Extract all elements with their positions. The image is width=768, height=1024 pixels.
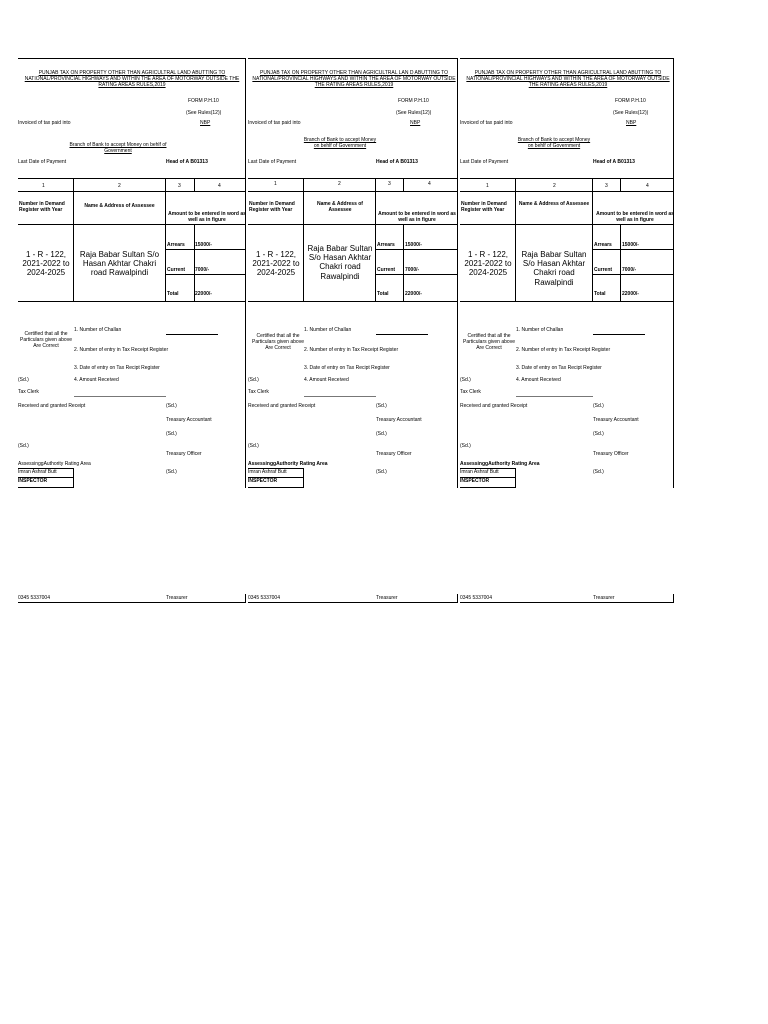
tax-clerk: Tax Clerk: [248, 389, 269, 395]
officer-name: Imran Ashraf Butt: [248, 469, 287, 475]
name-box-right: [73, 468, 74, 488]
treasurer-label: Treasurer: [376, 595, 398, 601]
form-number: FORM P.H.10: [188, 98, 219, 104]
treasury-officer: Treasury Officer: [376, 451, 412, 457]
current-value: 7000/-: [622, 267, 637, 273]
assessee-name-address: Raja Babar Sultan S/o Hasan Akhtar Chakri road Rawalpindi: [307, 244, 373, 281]
inspector-label: INSPECTOR: [248, 478, 278, 484]
number-of-challan: 1. Number of Challan: [74, 327, 122, 333]
see-rules: (See Rules(12)): [613, 110, 649, 116]
name-box-mid: [18, 477, 73, 478]
col-divider-3b: [620, 224, 621, 301]
top-border: [248, 58, 458, 59]
data-bottom-line: [18, 301, 246, 302]
header-line: [248, 224, 458, 225]
header-amount: Amount to be entered in word as well as in figure: [596, 211, 674, 223]
entry-number: 2. Number of entry in Tax Receipt Register: [516, 347, 611, 353]
footer-copy-3: [460, 594, 674, 603]
challan-copy-1: [18, 58, 246, 488]
sd-officer: (Sd.): [376, 469, 387, 475]
treasurer-label: Treasurer: [166, 595, 188, 601]
tax-clerk: Tax Clerk: [18, 389, 39, 395]
footer-divider: [245, 594, 246, 603]
col-number-4: 4: [218, 183, 221, 189]
col-divider-2: [375, 178, 376, 301]
col-divider-3: [194, 178, 195, 191]
col-number-4: 4: [428, 181, 431, 187]
current-value: 7000/-: [405, 267, 420, 273]
table-top-line: [248, 178, 458, 179]
nbp-label: NBP: [626, 120, 637, 126]
last-date-label: Last Date of Payment: [248, 159, 297, 165]
sd-received: (Sd.): [593, 403, 604, 409]
footer-divider: [457, 594, 458, 603]
col-divider-3: [403, 178, 404, 191]
col-divider-3b: [403, 224, 404, 301]
name-box-top: [460, 468, 515, 469]
footer-line: [18, 602, 246, 603]
col-divider-2: [165, 178, 166, 301]
col-divider-2: [592, 178, 593, 301]
colnum-line: [460, 191, 674, 192]
data-bottom-line: [248, 301, 458, 302]
col-number-2: 2: [553, 183, 556, 189]
inspector-label: INSPECTOR: [18, 478, 48, 484]
total-label: Total: [594, 291, 606, 297]
footer-divider: [673, 594, 674, 603]
certified-text: Certified that all the Particulars given above Are Correct: [463, 333, 515, 351]
col-number-2: 2: [338, 181, 341, 187]
certified-text: Certified that all the Particulars given above Are Correct: [20, 331, 72, 349]
invoiced-label: Invoiced of tax paid into: [18, 120, 71, 126]
received-granted: Received and granted Receipt: [248, 403, 316, 409]
arrears-value: 15000/-: [405, 242, 422, 248]
name-box-right: [515, 468, 516, 488]
treasury-accountant: Treasury Accountant: [376, 417, 422, 423]
sd-accountant: (Sd.): [166, 431, 177, 437]
sd-officer: (Sd.): [593, 469, 604, 475]
footer-line: [248, 602, 458, 603]
header-assessee: Name & Address of Assessee: [518, 201, 590, 207]
demand-register-number: 1 - R - 122, 2021-2022 to 2024-2025: [252, 250, 300, 278]
current-label: Current: [167, 267, 186, 273]
name-box-bottom: [18, 487, 73, 488]
arrears-label: Arrears: [377, 242, 395, 248]
arrears-value: 15000/-: [622, 242, 639, 248]
sd-assessing: (Sd.): [460, 443, 471, 449]
form-number: FORM P.H.10: [615, 98, 646, 104]
form-title: PUNJAB TAX ON PROPERTY OTHER THAN AGRICULTRAL LAN D ABUTTING TO NATIONAL/PROVINCIAL HIGHWAYS AND WITHIN THE AREA OF MOTORWAY OUTSIDE THE RATING AREAS RULES,2019: [252, 70, 456, 88]
footer-line: [460, 602, 674, 603]
header-assessee: Name & Address of Assessee: [317, 201, 363, 213]
nbp-label: NBP: [410, 120, 421, 126]
current-label: Current: [594, 267, 613, 273]
amount-received: 4. Amount Received: [74, 377, 119, 383]
col-number-3: 3: [388, 181, 391, 187]
certified-text: Certified that all the Particulars given above Are Correct: [252, 333, 304, 351]
form-title: PUNJAB TAX ON PROPERTY OTHER THAN AGRICULTRAL LAND ABUTTING TO NATIONAL/PROVINCIAL HIGHWAYS AND WITHIN THE AREA OF MOTORWAY OUTSIDE THE RATING AREAS RULES,2019: [466, 70, 670, 88]
arrears-label: Arrears: [167, 242, 185, 248]
head-label: Head of A B01313: [376, 159, 418, 165]
total-label: Total: [167, 291, 179, 297]
clerk-line: [516, 396, 593, 397]
total-value: 22000/-: [195, 291, 212, 297]
sd-accountant: (Sd.): [593, 431, 604, 437]
header-demand-register: Number in Demand Register with Year: [461, 201, 507, 213]
form-number: FORM P.H.10: [398, 98, 429, 104]
amount-received: 4. Amount Received: [516, 377, 561, 383]
header-amount: Amount to be entered in word as well as in figure: [168, 211, 246, 223]
treasury-officer: Treasury Officer: [593, 451, 629, 457]
form-title: PUNJAB TAX ON PROPERTY OTHER THAN AGRICULTRAL LAND ABUTTING TO NATIONAL/PROVINCIAL HIGHWAYS AND WITHIN THE AREA OF MOTORWAY OUTSIDE THE RATING AREAS RULES,2019: [24, 70, 240, 88]
clerk-line: [304, 396, 376, 397]
sd-clerk: (Sd.): [18, 377, 29, 383]
sd-officer: (Sd.): [166, 469, 177, 475]
challan-copy-3: [460, 58, 674, 488]
see-rules: (See Rules(12)): [396, 110, 432, 116]
assessee-name-address: Raja Babar Sultan S/o Hasan Akhtar Chakri road Rawalpindi: [79, 250, 160, 278]
col-number-4: 4: [646, 183, 649, 189]
challan-line: [166, 334, 218, 335]
invoiced-label: Invoiced of tax paid into: [248, 120, 301, 126]
demand-register-number: 1 - R - 122, 2021-2022 to 2024-2025: [22, 250, 70, 278]
phone-number: 0345 5337004: [18, 595, 50, 601]
sd-accountant: (Sd.): [376, 431, 387, 437]
officer-name: Imran Ashraf Butt: [18, 469, 57, 475]
treasury-accountant: Treasury Accountant: [593, 417, 639, 423]
footer-copy-2: [248, 594, 458, 603]
total-label: Total: [377, 291, 389, 297]
col-number-1: 1: [486, 183, 489, 189]
arrears-value: 15000/-: [195, 242, 212, 248]
footer-copy-1: [18, 594, 246, 603]
phone-number: 0345 5337004: [460, 595, 492, 601]
col-number-3: 3: [605, 183, 608, 189]
clerk-line: [74, 396, 166, 397]
header-demand-register: Number in Demand Register with Year: [249, 201, 295, 213]
last-date-label: Last Date of Payment: [18, 159, 67, 165]
top-border: [460, 58, 674, 59]
sd-assessing: (Sd.): [248, 443, 259, 449]
col-number-3: 3: [178, 183, 181, 189]
assessee-name-address: Raja Babar Sultan S/o Hasan Akhtar Chakri road Rawalpindi: [521, 250, 587, 287]
officer-name: Imran Ashraf Butt: [460, 469, 499, 475]
arrears-label: Arrears: [594, 242, 612, 248]
assessing-authority: AssessinggAuthority Rating Area: [460, 461, 540, 467]
table-top-line: [18, 178, 246, 179]
assessing-authority: AssessinggAuthority Rating Area: [248, 461, 328, 467]
col-divider-3: [620, 178, 621, 191]
current-line: [375, 274, 458, 275]
name-box-right: [303, 468, 304, 488]
challan-copy-2: [248, 58, 458, 488]
invoiced-label: Invoiced of tax paid into: [460, 120, 513, 126]
col-number-2: 2: [118, 183, 121, 189]
amount-received: 4. Amount Received: [304, 377, 349, 383]
colnum-line: [248, 191, 458, 192]
branch-label: Branch of Bank to accept Money on behlf of Government: [303, 137, 377, 149]
entry-date: 3. Date of entry on Tax Recipt Register: [516, 365, 602, 371]
right-border: [673, 58, 674, 488]
treasurer-label: Treasurer: [593, 595, 615, 601]
challan-line: [376, 334, 428, 335]
current-value: 7000/-: [195, 267, 210, 273]
current-line: [592, 274, 674, 275]
right-border: [245, 58, 246, 488]
treasury-officer: Treasury Officer: [166, 451, 202, 457]
top-border: [18, 58, 246, 59]
arrears-line: [375, 249, 458, 250]
entry-date: 3. Date of entry on Tax Recipt Register: [74, 365, 160, 371]
name-box-mid: [460, 477, 515, 478]
name-box-top: [18, 468, 73, 469]
current-label: Current: [377, 267, 396, 273]
last-date-label: Last Date of Payment: [460, 159, 509, 165]
phone-number: 0345 5337004: [248, 595, 280, 601]
received-granted: Received and granted Receipt: [460, 403, 528, 409]
inspector-label: INSPECTOR: [460, 478, 490, 484]
col-divider-1: [303, 178, 304, 301]
assessing-authority: AssessinggAuthority Rating Area: [18, 461, 91, 467]
sd-assessing: (Sd.): [18, 443, 29, 449]
received-granted: Received and granted Receipt: [18, 403, 86, 409]
header-demand-register: Number in Demand Register with Year: [19, 201, 65, 213]
col-divider-1: [73, 178, 74, 301]
head-label: Head of A B01313: [593, 159, 635, 165]
colnum-line: [18, 191, 246, 192]
sd-received: (Sd.): [376, 403, 387, 409]
name-box-top: [248, 468, 303, 469]
nbp-label: NBP: [200, 120, 211, 126]
col-number-1: 1: [42, 183, 45, 189]
number-of-challan: 1. Number of Challan: [516, 327, 564, 333]
header-assessee: Name & Address of Assessee: [84, 203, 155, 209]
entry-number: 2. Number of entry in Tax Receipt Register: [74, 347, 169, 353]
name-box-bottom: [248, 487, 303, 488]
name-box-mid: [248, 477, 303, 478]
treasury-accountant: Treasury Accountant: [166, 417, 212, 423]
arrears-line: [592, 249, 674, 250]
sd-clerk: (Sd.): [460, 377, 471, 383]
arrears-line: [165, 249, 246, 250]
entry-number: 2. Number of entry in Tax Receipt Register: [304, 347, 399, 353]
header-line: [18, 224, 246, 225]
sd-clerk: (Sd.): [248, 377, 259, 383]
branch-label: Branch of Bank to accept Money on behlf of Government: [69, 142, 167, 154]
data-bottom-line: [460, 301, 674, 302]
sd-received: (Sd.): [166, 403, 177, 409]
challan-line: [593, 334, 645, 335]
col-number-1: 1: [274, 181, 277, 187]
total-value: 22000/-: [622, 291, 639, 297]
col-divider-3b: [194, 224, 195, 301]
see-rules: (See Rules(12)): [186, 110, 222, 116]
tax-clerk: Tax Clerk: [460, 389, 481, 395]
demand-register-number: 1 - R - 122, 2021-2022 to 2024-2025: [464, 250, 512, 278]
name-box-bottom: [460, 487, 515, 488]
current-line: [165, 274, 246, 275]
head-label: Head of A B01313: [166, 159, 208, 165]
header-line: [460, 224, 674, 225]
number-of-challan: 1. Number of Challan: [304, 327, 352, 333]
right-border: [457, 58, 458, 488]
branch-label: Branch of Bank to accept Money on behlf of Government: [517, 137, 591, 149]
table-top-line: [460, 178, 674, 179]
header-amount: Amount to be entered in word as well as in figure: [378, 211, 456, 223]
total-value: 22000/-: [405, 291, 422, 297]
entry-date: 3. Date of entry on Tax Recipt Register: [304, 365, 390, 371]
